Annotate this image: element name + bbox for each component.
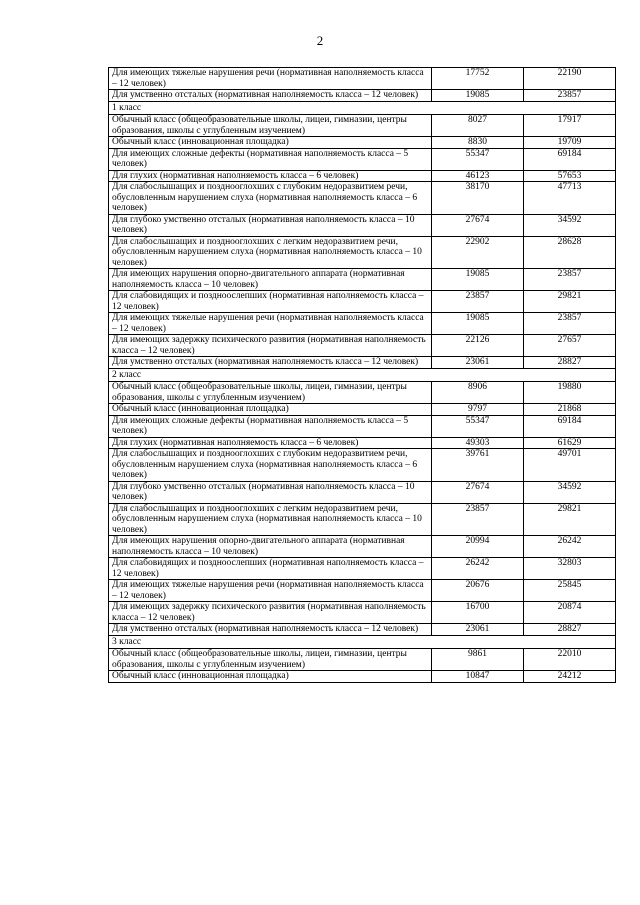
table-row: [109, 580, 616, 602]
value-cell-1: 22126: [432, 335, 524, 357]
table-row: [109, 214, 616, 236]
row-label: Обычный класс (общеобразовательные школы, лицеи, гимназии, центры образования, школы с углубленным изучением): [109, 115, 432, 137]
value-cell-2: 61629: [524, 437, 616, 449]
table-row: [109, 558, 616, 580]
row-label: Для имеющих тяжелые нарушения речи (нормативная наполняемость класса – 12 человек): [109, 68, 432, 90]
value-cell-2: 19709: [524, 137, 616, 149]
table-row: [109, 68, 616, 90]
section-label: 2 класс: [109, 368, 616, 382]
value-cell-1: 27674: [432, 481, 524, 503]
row-label: Для слабослышащих и позднооглохших с глубоким недоразвитием речи, обусловленным нарушением слуха (нормативная наполняемость класса – 6 человек): [109, 449, 432, 482]
row-label: Для слабослышащих и позднооглохших с глубоким недоразвитием речи, обусловленным нарушением слуха (нормативная наполняемость класса – 6 человек): [109, 182, 432, 215]
value-cell-2: 34592: [524, 214, 616, 236]
row-label: Для слабослышащих и позднооглохших с легким недоразвитием речи, обусловленным нарушением слуха (нормативная наполняемость класса – 10 человек): [109, 236, 432, 269]
value-cell-2: 22010: [524, 649, 616, 671]
value-cell-2: 17917: [524, 115, 616, 137]
value-cell-2: 28827: [524, 624, 616, 636]
value-cell-1: 20676: [432, 580, 524, 602]
value-cell-1: 9797: [432, 404, 524, 416]
value-cell-1: 23061: [432, 357, 524, 369]
table-row: [109, 503, 616, 536]
value-cell-2: 29821: [524, 503, 616, 536]
row-label: Для умственно отсталых (нормативная наполняемость класса – 12 человек): [109, 624, 432, 636]
value-cell-2: 21868: [524, 404, 616, 416]
row-label: Обычный класс (общеобразовательные школы, лицеи, гимназии, центры образования, школы с углубленным изучением): [109, 382, 432, 404]
value-cell-2: 24212: [524, 671, 616, 683]
section-row: [109, 635, 616, 649]
table-row: [109, 649, 616, 671]
value-cell-1: 23061: [432, 624, 524, 636]
row-label: Для имеющих сложные дефекты (нормативная наполняемость класса – 5 человек): [109, 415, 432, 437]
table-row: [109, 624, 616, 636]
value-cell-2: 25845: [524, 580, 616, 602]
value-cell-2: 47713: [524, 182, 616, 215]
row-label: Для умственно отсталых (нормативная наполняемость класса – 12 человек): [109, 357, 432, 369]
row-label: Для имеющих задержку психического развития (нормативная наполняемость класса – 12 человек): [109, 335, 432, 357]
row-label: Обычный класс (инновационная площадка): [109, 404, 432, 416]
row-label: Для имеющих тяжелые нарушения речи (нормативная наполняемость класса – 12 человек): [109, 313, 432, 335]
table-row: [109, 481, 616, 503]
table-row: [109, 536, 616, 558]
value-cell-2: 23857: [524, 269, 616, 291]
table-row: [109, 137, 616, 149]
value-cell-2: 28628: [524, 236, 616, 269]
value-cell-2: 26242: [524, 536, 616, 558]
value-cell-1: 26242: [432, 558, 524, 580]
value-cell-2: 34592: [524, 481, 616, 503]
value-cell-2: 19880: [524, 382, 616, 404]
table-row: [109, 602, 616, 624]
row-label: Для умственно отсталых (нормативная наполняемость класса – 12 человек): [109, 90, 432, 102]
table-row: [109, 115, 616, 137]
row-label: Для имеющих нарушения опорно-двигательного аппарата (нормативная наполняемость класса – 10 человек): [109, 269, 432, 291]
table-row: [109, 415, 616, 437]
table-row: [109, 335, 616, 357]
table-row: [109, 671, 616, 683]
value-cell-1: 20994: [432, 536, 524, 558]
row-label: Для слабослышащих и позднооглохших с легким недоразвитием речи, обусловленным нарушением слуха (нормативная наполняемость класса – 10 человек): [109, 503, 432, 536]
value-cell-1: 19085: [432, 313, 524, 335]
value-cell-2: 27657: [524, 335, 616, 357]
value-cell-1: 8830: [432, 137, 524, 149]
value-cell-1: 55347: [432, 415, 524, 437]
value-cell-1: 22902: [432, 236, 524, 269]
row-label: Для слабовидящих и поздноослепших (нормативная наполняемость класса – 12 человек): [109, 558, 432, 580]
value-cell-1: 23857: [432, 503, 524, 536]
value-cell-1: 49303: [432, 437, 524, 449]
row-label: Для глубоко умственно отсталых (нормативная наполняемость класса – 10 человек): [109, 214, 432, 236]
value-cell-2: 29821: [524, 291, 616, 313]
row-label: Для имеющих тяжелые нарушения речи (нормативная наполняемость класса – 12 человек): [109, 580, 432, 602]
table-row: [109, 182, 616, 215]
row-label: Для глухих (нормативная наполняемость класса – 6 человек): [109, 437, 432, 449]
value-cell-1: 55347: [432, 148, 524, 170]
value-cell-2: 22190: [524, 68, 616, 90]
table-body: [109, 68, 616, 683]
value-cell-1: 16700: [432, 602, 524, 624]
value-cell-2: 23857: [524, 90, 616, 102]
value-cell-1: 9861: [432, 649, 524, 671]
value-cell-1: 19085: [432, 90, 524, 102]
funding-norms-table: [108, 67, 616, 683]
value-cell-2: 49701: [524, 449, 616, 482]
row-label: Для имеющих нарушения опорно-двигательного аппарата (нормативная наполняемость класса – 10 человек): [109, 536, 432, 558]
value-cell-2: 23857: [524, 313, 616, 335]
row-label: Для глухих (нормативная наполняемость класса – 6 человек): [109, 170, 432, 182]
value-cell-2: 69184: [524, 148, 616, 170]
value-cell-2: 57653: [524, 170, 616, 182]
table-row: [109, 357, 616, 369]
value-cell-1: 38170: [432, 182, 524, 215]
value-cell-2: 32803: [524, 558, 616, 580]
table-row: [109, 148, 616, 170]
value-cell-1: 39761: [432, 449, 524, 482]
table-row: [109, 437, 616, 449]
row-label: Для слабовидящих и поздноослепших (нормативная наполняемость класса – 12 человек): [109, 291, 432, 313]
row-label: Обычный класс (общеобразовательные школы, лицеи, гимназии, центры образования, школы с углубленным изучением): [109, 649, 432, 671]
value-cell-1: 8906: [432, 382, 524, 404]
section-label: 1 класс: [109, 101, 616, 115]
value-cell-1: 46123: [432, 170, 524, 182]
page-number: 2: [316, 33, 324, 48]
section-row: [109, 101, 616, 115]
value-cell-1: 27674: [432, 214, 524, 236]
row-label: Для имеющих сложные дефекты (нормативная наполняемость класса – 5 человек): [109, 148, 432, 170]
row-label: Обычный класс (инновационная площадка): [109, 137, 432, 149]
value-cell-2: 28827: [524, 357, 616, 369]
table-row: [109, 291, 616, 313]
row-label: Обычный класс (инновационная площадка): [109, 671, 432, 683]
table-row: [109, 269, 616, 291]
section-row: [109, 368, 616, 382]
table-row: [109, 90, 616, 102]
table-row: [109, 170, 616, 182]
table-row: [109, 382, 616, 404]
section-label: 3 класс: [109, 635, 616, 649]
value-cell-1: 23857: [432, 291, 524, 313]
table-row: [109, 236, 616, 269]
value-cell-1: 10847: [432, 671, 524, 683]
value-cell-1: 17752: [432, 68, 524, 90]
row-label: Для глубоко умственно отсталых (нормативная наполняемость класса – 10 человек): [109, 481, 432, 503]
value-cell-2: 69184: [524, 415, 616, 437]
table-row: [109, 404, 616, 416]
value-cell-2: 20874: [524, 602, 616, 624]
table-row: [109, 313, 616, 335]
value-cell-1: 19085: [432, 269, 524, 291]
value-cell-1: 8027: [432, 115, 524, 137]
table-row: [109, 449, 616, 482]
row-label: Для имеющих задержку психического развития (нормативная наполняемость класса – 12 человек): [109, 602, 432, 624]
